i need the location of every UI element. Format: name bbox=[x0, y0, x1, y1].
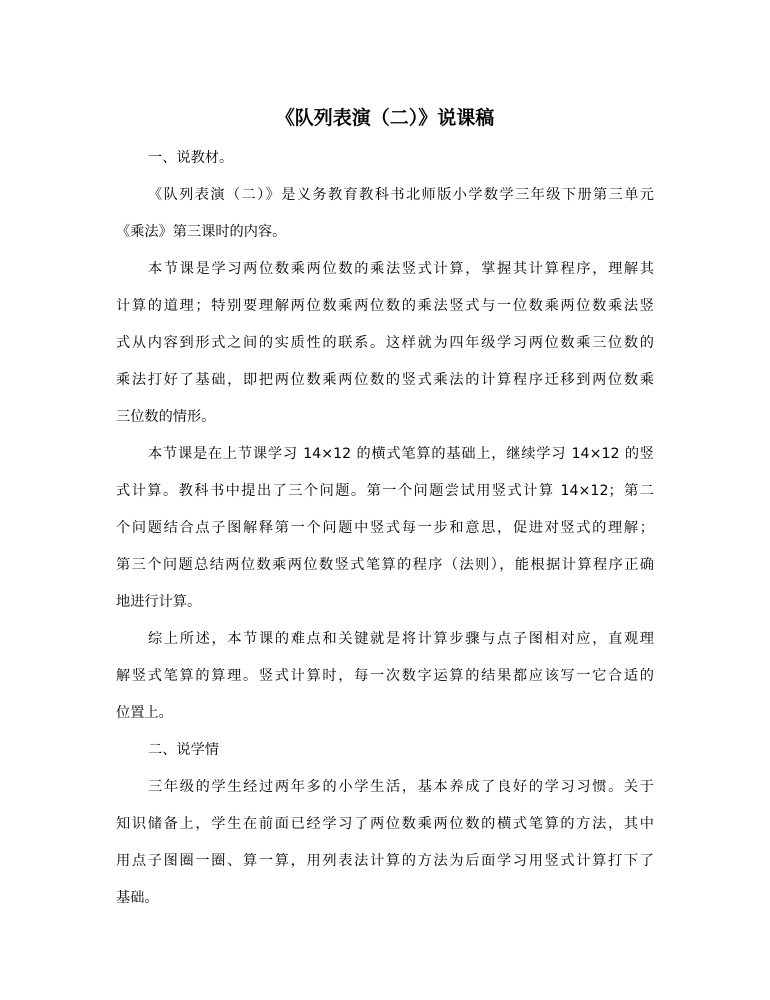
paragraph-line: 第三个问题总结两位数乘两位数竖式笔算的程序（法则），能根据计算程序正确 bbox=[116, 557, 654, 573]
paragraph-line: 综上所述，本节课的难点和关键就是将计算步骤与点子图相对应，直观理 bbox=[148, 631, 654, 647]
section-heading-textbook: 一、说教材。 bbox=[148, 150, 234, 166]
paragraph-line: 本节课是学习两位数乘两位数的乘法竖式计算，掌握其计算程序，理解其 bbox=[148, 261, 654, 277]
paragraph-line: 知识储备上，学生在前面已经学习了两位数乘两位数的横式笔算的方法，其中 bbox=[116, 816, 654, 832]
paragraph-line: 位置上。 bbox=[116, 705, 173, 721]
paragraph-line: 三年级的学生经过两年多的小学生活，基本养成了良好的学习习惯。关于 bbox=[148, 779, 654, 795]
paragraph-line: 《队列表演（二）》是义务教育教科书北师版小学数学三年级下册第三单元 bbox=[148, 187, 654, 203]
paragraph-line: 个问题结合点子图解释第一个问题中竖式每一步和意思，促进对竖式的理解； bbox=[116, 520, 654, 536]
paragraph-line: 计算的道理；特别要理解两位数乘两位数的乘法竖式与一位数乘两位数乘法竖 bbox=[116, 298, 654, 314]
paragraph-line: 式计算。教科书中提出了三个问题。第一个问题尝试用竖式计算 14×12；第二 bbox=[116, 483, 654, 499]
paragraph-line: 三位数的情形。 bbox=[116, 409, 216, 425]
paragraph-line: 本节课是在上节课学习 14×12 的横式笔算的基础上，继续学习 14×12 的竖 bbox=[148, 446, 654, 462]
paragraph-line: 基础。 bbox=[116, 890, 159, 906]
document-title: 《队列表演（二）》说课稿 bbox=[275, 107, 495, 129]
section-heading-students: 二、说学情 bbox=[148, 742, 219, 758]
paragraph-line: 解竖式笔算的算理。竖式计算时，每一次数字运算的结果都应该写一它合适的 bbox=[116, 668, 654, 684]
paragraph-line: 用点子图圈一圈、算一算，用列表法计算的方法为后面学习用竖式计算打下了 bbox=[116, 853, 654, 869]
paragraph-line: 乘法打好了基础，即把两位数乘两位数的竖式乘法的计算程序迁移到两位数乘 bbox=[116, 372, 654, 388]
paragraph-line: 地进行计算。 bbox=[116, 594, 202, 610]
paragraph-line: 式从内容到形式之间的实质性的联系。这样就为四年级学习两位数乘三位数的 bbox=[116, 335, 654, 351]
paragraph-line: 《乘法》第三课时的内容。 bbox=[116, 224, 287, 240]
